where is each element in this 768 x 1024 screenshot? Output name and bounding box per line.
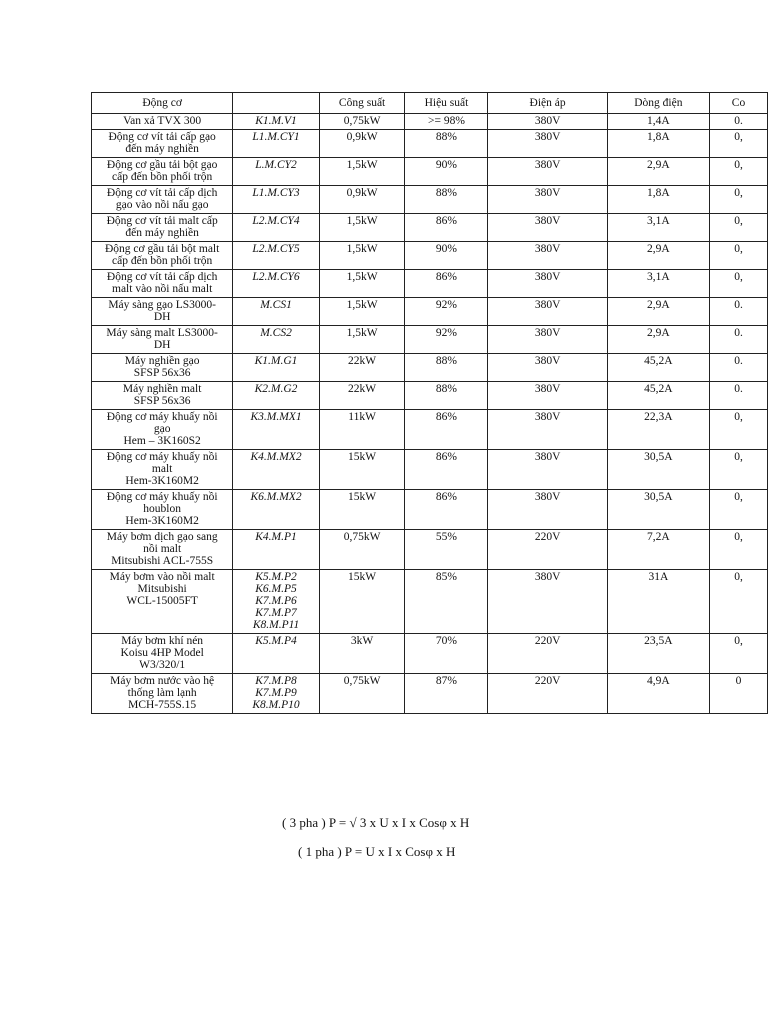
cell-motor-name: Máy sàng gạo LS3000- DH (92, 298, 233, 326)
cell-power: 11kW (319, 410, 405, 450)
cell-motor-code: K1.M.G1 (233, 354, 319, 382)
header-power: Công suất (319, 93, 405, 114)
table-row (92, 450, 768, 490)
cell-power: 0,9kW (319, 130, 405, 158)
cell-motor-name: Động cơ máy khuấy nồi houblon Hem-3K160M2 (92, 490, 233, 530)
cell-cos: 0. (710, 114, 768, 130)
cell-motor-code: M.CS2 (233, 326, 319, 354)
cell-efficiency: 85% (405, 570, 488, 634)
cell-power: 0,75kW (319, 674, 405, 714)
table-row (92, 490, 768, 530)
cell-efficiency: 55% (405, 530, 488, 570)
cell-motor-name: Động cơ vít tải cấp dịch gạo vào nồi nấu gạo (92, 186, 233, 214)
formula-one-phase: ( 1 pha ) P = U x I x Cosφ x H (298, 844, 456, 859)
cell-current: 45,2A (607, 382, 709, 410)
cell-voltage: 220V (488, 530, 607, 570)
cell-motor-name: Động cơ gầu tải bột gạo cấp đến bồn phối trộn (92, 158, 233, 186)
cell-cos: 0. (710, 298, 768, 326)
cell-power: 1,5kW (319, 326, 405, 354)
table-header-row (92, 93, 768, 114)
cell-current: 22,3A (607, 410, 709, 450)
cell-motor-code: L1.M.CY3 (233, 186, 319, 214)
cell-cos: 0, (710, 634, 768, 674)
cell-cos: 0, (710, 158, 768, 186)
cell-cos: 0, (710, 450, 768, 490)
table-row (92, 186, 768, 214)
cell-power: 1,5kW (319, 298, 405, 326)
cell-voltage: 380V (488, 242, 607, 270)
table-row (92, 570, 768, 634)
cell-voltage: 380V (488, 382, 607, 410)
cell-efficiency: 90% (405, 158, 488, 186)
cell-motor-code: K2.M.G2 (233, 382, 319, 410)
cell-current: 2,9A (607, 298, 709, 326)
cell-current: 1,8A (607, 186, 709, 214)
header-motor: Động cơ (92, 93, 233, 114)
cell-motor-name: Máy bơm vào nồi malt Mitsubishi WCL-15005FT (92, 570, 233, 634)
cell-motor-code: K6.M.MX2 (233, 490, 319, 530)
header-cos: Co (710, 93, 768, 114)
cell-efficiency: 90% (405, 242, 488, 270)
cell-current: 7,2A (607, 530, 709, 570)
cell-efficiency: 87% (405, 674, 488, 714)
cell-efficiency: 86% (405, 214, 488, 242)
cell-efficiency: 88% (405, 382, 488, 410)
cell-current: 2,9A (607, 326, 709, 354)
cell-power: 0,75kW (319, 530, 405, 570)
cell-power: 15kW (319, 490, 405, 530)
cell-cos: 0, (710, 530, 768, 570)
cell-current: 4,9A (607, 674, 709, 714)
table-row (92, 410, 768, 450)
cell-cos: 0, (710, 130, 768, 158)
cell-voltage: 380V (488, 490, 607, 530)
cell-voltage: 380V (488, 354, 607, 382)
cell-efficiency: 88% (405, 130, 488, 158)
cell-motor-code: K7.M.P8 K7.M.P9 K8.M.P10 (233, 674, 319, 714)
cell-power: 1,5kW (319, 214, 405, 242)
table-row (92, 382, 768, 410)
cell-cos: 0, (710, 214, 768, 242)
cell-current: 30,5A (607, 490, 709, 530)
cell-motor-code: K5.M.P4 (233, 634, 319, 674)
cell-voltage: 380V (488, 270, 607, 298)
cell-cos: 0 (710, 674, 768, 714)
cell-current: 2,9A (607, 242, 709, 270)
cell-efficiency: 92% (405, 326, 488, 354)
cell-efficiency: 86% (405, 410, 488, 450)
cell-cos: 0. (710, 382, 768, 410)
cell-power: 15kW (319, 570, 405, 634)
cell-current: 45,2A (607, 354, 709, 382)
cell-motor-code: L2.M.CY5 (233, 242, 319, 270)
cell-voltage: 380V (488, 298, 607, 326)
motor-specs-table (91, 92, 768, 714)
cell-voltage: 380V (488, 214, 607, 242)
cell-cos: 0. (710, 354, 768, 382)
cell-power: 22kW (319, 382, 405, 410)
cell-efficiency: 86% (405, 490, 488, 530)
cell-power: 0,75kW (319, 114, 405, 130)
cell-motor-code: L.M.CY2 (233, 158, 319, 186)
cell-current: 1,8A (607, 130, 709, 158)
cell-motor-name: Máy sàng malt LS3000- DH (92, 326, 233, 354)
cell-motor-name: Động cơ vít tải cấp gạo đến máy nghiền (92, 130, 233, 158)
cell-cos: 0, (710, 186, 768, 214)
cell-power: 3kW (319, 634, 405, 674)
cell-current: 23,5A (607, 634, 709, 674)
cell-motor-code: K5.M.P2 K6.M.P5 K7.M.P6 K7.M.P7 K8.M.P11 (233, 570, 319, 634)
cell-voltage: 380V (488, 114, 607, 130)
table-row (92, 114, 768, 130)
table-row (92, 634, 768, 674)
header-efficiency: Hiệu suất (405, 93, 488, 114)
cell-motor-name: Máy bơm nước vào hệ thống làm lạnh MCH-755S.15 (92, 674, 233, 714)
cell-efficiency: 86% (405, 270, 488, 298)
cell-voltage: 380V (488, 326, 607, 354)
cell-motor-code: K3.M.MX1 (233, 410, 319, 450)
cell-motor-code: K1.M.V1 (233, 114, 319, 130)
cell-efficiency: >= 98% (405, 114, 488, 130)
table-row (92, 326, 768, 354)
cell-current: 3,1A (607, 270, 709, 298)
cell-efficiency: 88% (405, 354, 488, 382)
cell-efficiency: 88% (405, 186, 488, 214)
cell-power: 22kW (319, 354, 405, 382)
cell-current: 2,9A (607, 158, 709, 186)
cell-cos: 0, (710, 270, 768, 298)
cell-motor-code: L2.M.CY4 (233, 214, 319, 242)
cell-power: 1,5kW (319, 270, 405, 298)
table-row (92, 354, 768, 382)
cell-voltage: 380V (488, 570, 607, 634)
header-current: Dòng điện (607, 93, 709, 114)
cell-motor-code: L2.M.CY6 (233, 270, 319, 298)
cell-voltage: 380V (488, 450, 607, 490)
cell-cos: 0, (710, 570, 768, 634)
cell-current: 30,5A (607, 450, 709, 490)
table-body (92, 114, 768, 714)
cell-voltage: 380V (488, 130, 607, 158)
cell-efficiency: 86% (405, 450, 488, 490)
cell-efficiency: 70% (405, 634, 488, 674)
cell-cos: 0, (710, 490, 768, 530)
cell-motor-name: Máy bơm khí nén Koisu 4HP Model W3/320/1 (92, 634, 233, 674)
cell-efficiency: 92% (405, 298, 488, 326)
cell-current: 31A (607, 570, 709, 634)
table-row (92, 298, 768, 326)
cell-motor-code: K4.M.P1 (233, 530, 319, 570)
cell-motor-name: Động cơ máy khuấy nồi malt Hem-3K160M2 (92, 450, 233, 490)
cell-motor-name: Động cơ gầu tải bột malt cấp đến bồn phối trộn (92, 242, 233, 270)
cell-current: 1,4A (607, 114, 709, 130)
cell-motor-code: M.CS1 (233, 298, 319, 326)
cell-voltage: 220V (488, 634, 607, 674)
cell-cos: 0. (710, 326, 768, 354)
cell-motor-name: Van xả TVX 300 (92, 114, 233, 130)
cell-power: 15kW (319, 450, 405, 490)
cell-voltage: 380V (488, 158, 607, 186)
header-code (233, 93, 319, 114)
cell-motor-name: Động cơ vít tải malt cấp đến máy nghiền (92, 214, 233, 242)
cell-cos: 0, (710, 242, 768, 270)
formula-three-phase: ( 3 pha ) P = √ 3 x U x I x Cosφ x H (282, 815, 470, 830)
cell-motor-name: Máy nghiền malt SFSP 56x36 (92, 382, 233, 410)
cell-motor-name: Máy bơm dịch gạo sang nồi malt Mitsubishi ACL-755S (92, 530, 233, 570)
table-row (92, 270, 768, 298)
cell-current: 3,1A (607, 214, 709, 242)
cell-motor-name: Động cơ máy khuấy nồi gạo Hem – 3K160S2 (92, 410, 233, 450)
table-row (92, 674, 768, 714)
cell-power: 0,9kW (319, 186, 405, 214)
cell-motor-code: L1.M.CY1 (233, 130, 319, 158)
header-voltage: Điện áp (488, 93, 607, 114)
cell-voltage: 380V (488, 186, 607, 214)
table-row (92, 214, 768, 242)
table-row (92, 242, 768, 270)
cell-power: 1,5kW (319, 242, 405, 270)
cell-motor-name: Động cơ vít tải cấp dịch malt vào nồi nấu malt (92, 270, 233, 298)
cell-voltage: 380V (488, 410, 607, 450)
cell-power: 1,5kW (319, 158, 405, 186)
cell-cos: 0, (710, 410, 768, 450)
cell-motor-code: K4.M.MX2 (233, 450, 319, 490)
table-row (92, 130, 768, 158)
cell-voltage: 220V (488, 674, 607, 714)
table-row (92, 158, 768, 186)
table-row (92, 530, 768, 570)
cell-motor-name: Máy nghiền gạo SFSP 56x36 (92, 354, 233, 382)
